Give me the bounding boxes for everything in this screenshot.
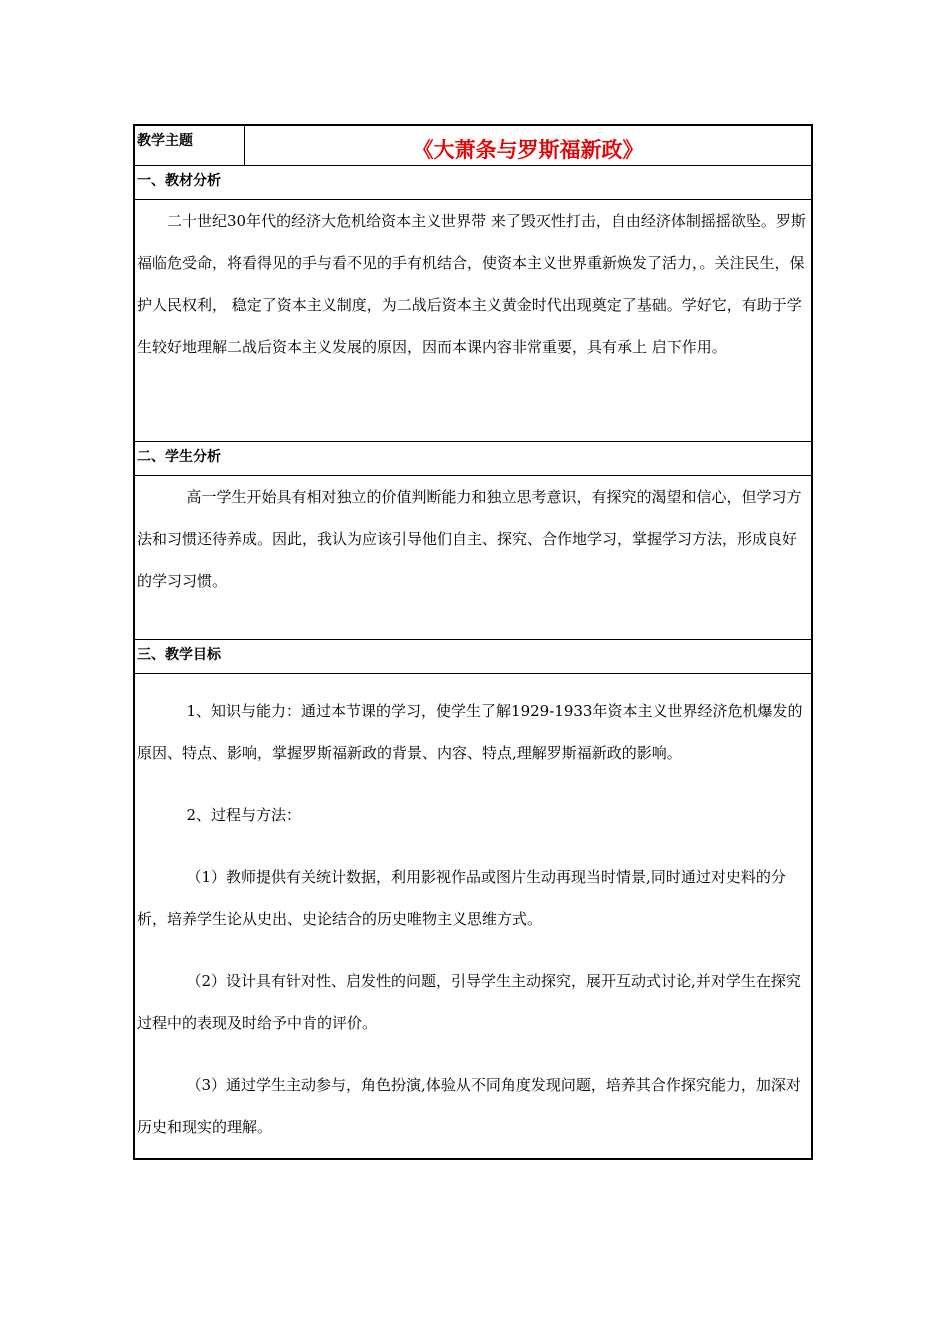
section-heading-textbook-analysis: 一、教材分析 (135, 166, 811, 200)
section-body-teaching-goals (135, 674, 811, 1158)
section-body-textbook-analysis (135, 200, 811, 442)
paragraph: （3）通过学生主动参与，角色扮演,体验从不同角度发现问题，培养其合作探究能力，加深对历史和现实的理解。 (137, 1076, 801, 1136)
paragraph: 1、知识与能力：通过本节课的学习，使学生了解1929-1933年资本主义世界经济危机爆发的原因、特点、影响，掌握罗斯福新政的背景、内容、特点,理解罗斯福新政的影响。 (137, 702, 803, 762)
section-heading-teaching-goals: 三、教学目标 (135, 640, 811, 674)
section-body-student-analysis (135, 476, 811, 640)
section-heading-student-analysis: 二、学生分析 (135, 442, 811, 476)
topic-label: 教学主题 (135, 126, 245, 165)
lesson-title: 《大萧条与罗斯福新政》 (412, 137, 644, 162)
lesson-plan-table (133, 124, 813, 1160)
paragraph: （2）设计具有针对性、启发性的问题，引导学生主动探究，展开互动式讨论,并对学生在探究过程中的表现及时给予中肯的评价。 (137, 972, 801, 1032)
title-row (135, 126, 811, 166)
paragraph: 2、过程与方法： (186, 806, 302, 824)
paragraph: （1）教师提供有关统计数据，利用影视作品或图片生动再现当时情景,同时通过对史料的分析，培养学生论从史出、史论结合的历史唯物主义思维方式。 (137, 868, 786, 928)
paragraph: 高一学生开始具有相对独立的价值判断能力和独立思考意识，有探究的渴望和信心，但学习方法和习惯还待养成。因此，我认为应该引导他们自主、探究、合作地学习，掌握学习方法，形成良好的学习习惯。 (137, 488, 802, 590)
paragraph: 二十世纪30年代的经济大危机给资本主义世界带 来了毁灭性打击，自由经济体制摇摇欲坠。罗斯福临危受命，将看得见的手与看不见的手有机结合，使资本主义世界重新焕发了活力，。关注民生，保护人民权利， 稳定了资本主义制度，为二战后资本主义黄金时代出现奠定了基础。学好它，有助于学生较好地理解二战后资本主义发展的原因，因而本课内容非常重要，具有承上 启下作用。 (137, 212, 806, 356)
